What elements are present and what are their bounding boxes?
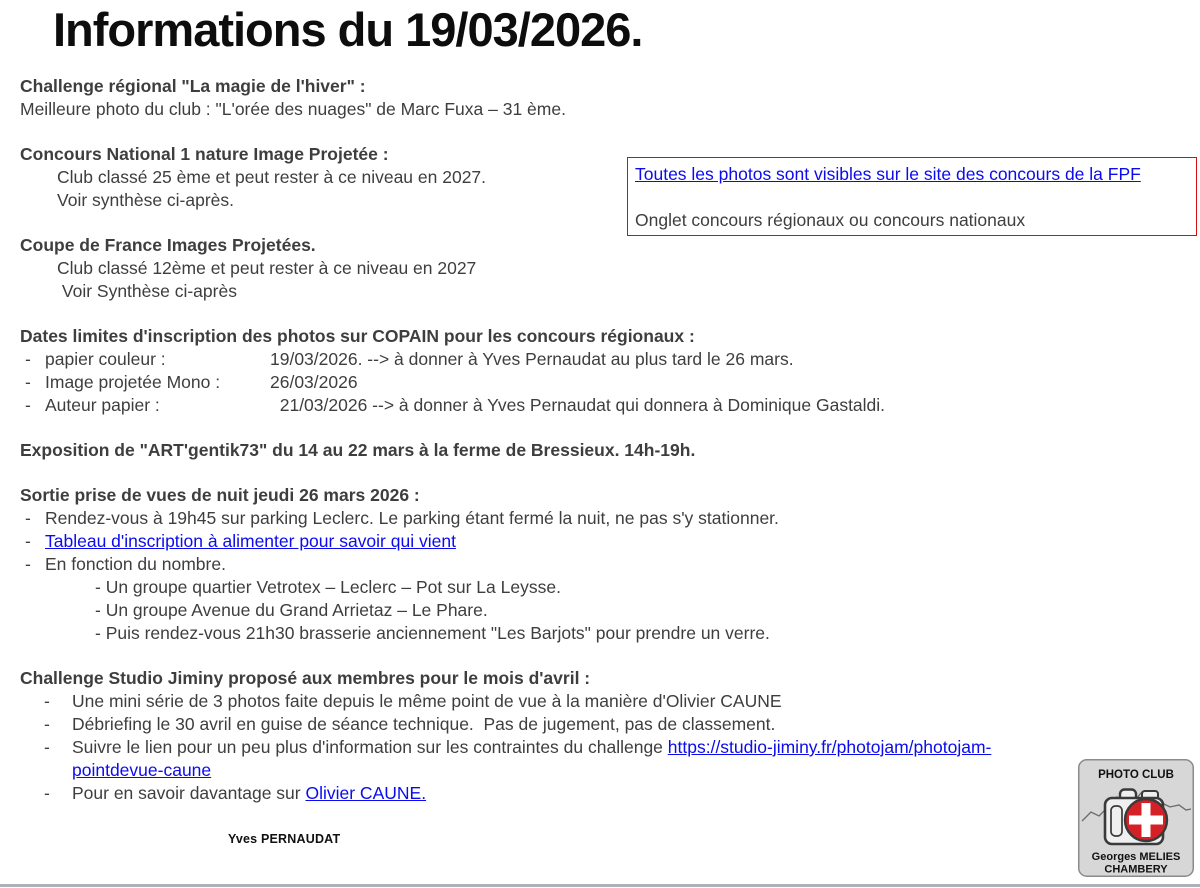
list-item (20, 713, 1090, 736)
challenge-regional-line: Meilleure photo du club : "L'orée des nuages" de Marc Fuxa – 31 ème. (20, 99, 566, 119)
jiminy-item-suivre-lien-text: Suivre le lien pour un peu plus d'information sur les contraintes du challenge (72, 737, 668, 757)
inscription-table-link[interactable]: Tableau d'inscription à alimenter pour savoir qui vient (45, 531, 456, 551)
list-item (20, 690, 1090, 713)
list-item (20, 394, 1090, 417)
list-item (20, 348, 1090, 371)
jiminy-item-debriefing: Débriefing le 30 avril en guise de séance technique. Pas de jugement, pas de classement. (72, 714, 776, 734)
section-gap (20, 462, 1090, 484)
section-gap (20, 417, 1090, 439)
list-item (20, 782, 1090, 805)
sortie-sub-item-group-2: - Un groupe Avenue du Grand Arrietaz – Le Phare. (95, 600, 488, 620)
date-label: Image projetée Mono : (45, 372, 221, 392)
logo-name-label: Georges MELIES (1091, 851, 1181, 863)
fpf-note-text: Onglet concours régionaux ou concours nationaux (635, 210, 1026, 230)
bullet-dash: - (44, 737, 50, 757)
sortie-item-rendezvous: Rendez-vous à 19h45 sur parking Leclerc. Le parking étant fermé la nuit, ne pas s'y stationner. (45, 508, 779, 528)
bullet-dash: - (25, 508, 31, 528)
list-item (20, 736, 1090, 782)
section-heading-sortie-nuit: Sortie prise de vues de nuit jeudi 26 mars 2026 : (20, 485, 420, 505)
list-item (20, 553, 1090, 576)
section-gap (20, 121, 1090, 143)
section-gap (20, 645, 1090, 667)
signature: Yves PERNAUDAT (228, 832, 341, 846)
fpf-note-box (627, 157, 1197, 236)
date-label: papier couleur : (45, 349, 166, 369)
bullet-dash: - (44, 714, 50, 734)
section-heading-concours-national: Concours National 1 nature Image Projetée : (20, 144, 389, 164)
list-item (20, 530, 1090, 553)
coupe-de-france-line-1: Club classé 12ème et peut rester à ce niveau en 2027 (57, 258, 477, 278)
studio-jiminy-url-link[interactable]: https://studio-jiminy.fr/photojam/photojam-pointdevue-caune (72, 737, 992, 780)
section-gap (20, 303, 1090, 325)
section-heading-challenge-regional: Challenge régional "La magie de l'hiver" : (20, 76, 366, 96)
concours-national-line-2: Voir synthèse ci-après. (57, 190, 235, 210)
bullet-dash: - (44, 783, 50, 803)
page-bottom-edge (0, 884, 1200, 887)
section-heading-dates-limites: Dates limites d'inscription des photos sur COPAIN pour les concours régionaux : (20, 326, 695, 346)
date-value: 26/03/2026 (270, 372, 358, 392)
bullet-dash: - (25, 395, 31, 415)
bullet-dash: - (25, 554, 31, 574)
section-heading-exposition: Exposition de "ART'gentik73" du 14 au 22 mars à la ferme de Bressieux. 14h-19h. (20, 440, 696, 460)
bullet-dash: - (44, 691, 50, 711)
photo-club-logo (1078, 759, 1194, 877)
sortie-sub-item-group-1: - Un groupe quartier Vetrotex – Leclerc – Pot sur La Leysse. (95, 577, 561, 597)
fpf-concours-site-link[interactable]: Toutes les photos sont visibles sur le site des concours de la FPF (635, 164, 1141, 184)
sortie-item-en-fonction: En fonction du nombre. (45, 554, 226, 574)
section-heading-coupe-de-france: Coupe de France Images Projetées. (20, 235, 316, 255)
jiminy-item-savoir-plus-text: Pour en savoir davantage sur (72, 783, 306, 803)
date-label: Auteur papier : (45, 395, 160, 415)
date-value: 19/03/2026. --> à donner à Yves Pernaudat au plus tard le 26 mars. (270, 349, 794, 369)
list-item (20, 371, 1090, 394)
concours-national-line-1: Club classé 25 ème et peut rester à ce niveau en 2027. (57, 167, 487, 187)
bullet-dash: - (25, 372, 31, 392)
logo-city-label: CHAMBERY (1104, 863, 1168, 876)
page-title: Informations du 19/03/2026. (53, 3, 643, 56)
section-heading-challenge-jiminy: Challenge Studio Jiminy proposé aux membres pour le mois d'avril : (20, 668, 591, 688)
jiminy-item-mini-serie: Une mini série de 3 photos faite depuis le même point de vue à la manière d'Olivier CAUNE (72, 691, 782, 711)
bullet-dash: - (25, 349, 31, 369)
olivier-caune-link[interactable]: Olivier CAUNE. (305, 783, 427, 803)
camera-logo-icon (1078, 759, 1194, 877)
bullet-dash: - (25, 531, 31, 551)
sortie-sub-item-brasserie: - Puis rendez-vous 21h30 brasserie anciennement "Les Barjots" pour prendre un verre. (95, 623, 770, 643)
date-value: 21/03/2026 --> à donner à Yves Pernaudat qui donnera à Dominique Gastaldi. (270, 395, 886, 415)
list-item (20, 507, 1090, 530)
coupe-de-france-line-2: Voir Synthèse ci-après (57, 281, 237, 301)
logo-top-label: PHOTO CLUB (1098, 769, 1174, 781)
